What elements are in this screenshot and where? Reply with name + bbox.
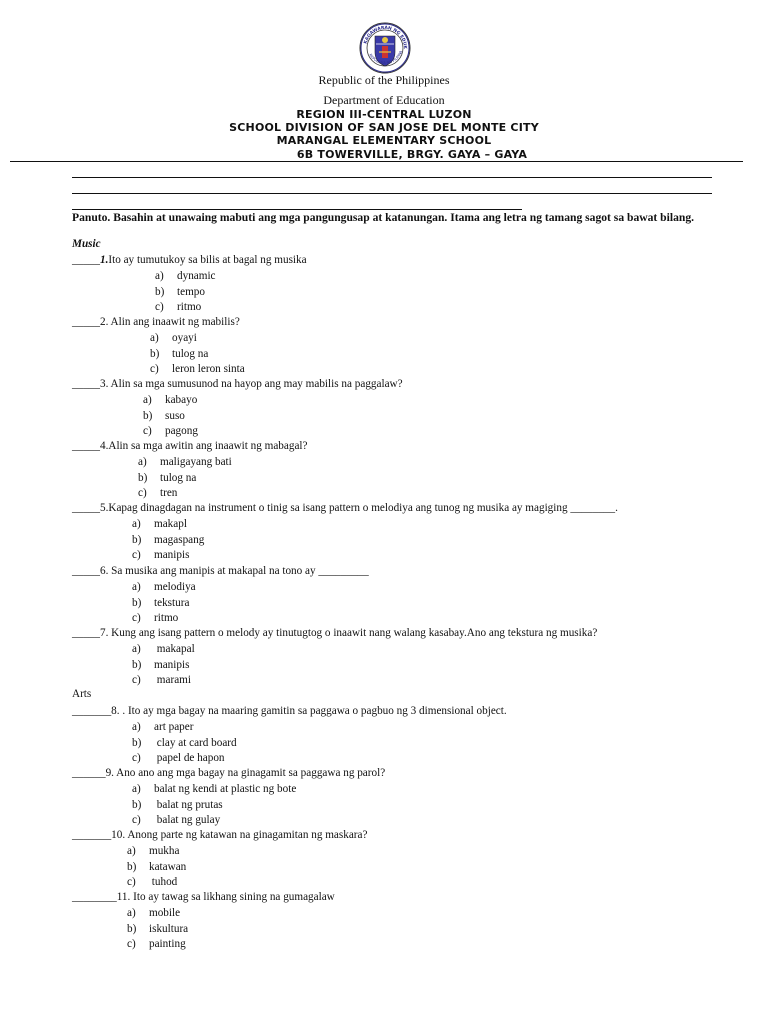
option-letter: a) [138,456,147,468]
question-number: 9. [105,767,114,779]
deped-seal-logo [359,22,411,74]
option-c [132,674,191,686]
option-text: art paper [154,721,194,733]
option-letter: c) [132,549,141,562]
question-10 [72,829,367,841]
republic-line: Republic of the Philippines [318,73,450,87]
option-c [143,425,198,437]
question-text: Sa musika ang manipis at makapal na tono ay _________ [108,565,369,577]
section-music: Music [72,238,101,250]
option-letter: a) [132,581,141,593]
question-text: . Ito ay mga bagay na maaring gamitin sa paggawa o pagbuo ng 3 dimensional object. [119,705,507,717]
option-b [132,534,204,546]
option-text: ritmo [154,612,179,625]
option-letter: c) [132,814,141,827]
option-text: manipis [154,549,190,562]
option-text: leron leron sinta [172,363,245,376]
option-c [150,363,245,375]
option-a [155,270,216,282]
option-letter: b) [132,533,142,546]
option-letter: b) [132,736,142,749]
question-text: Alin sa mga awitin ang inaawit ng mabagal? [108,440,308,452]
option-a [132,783,296,795]
option-a [132,581,196,593]
question-1 [72,254,307,266]
seal-text-bottom: REPUBLIKA NG PILIPINA [368,49,404,66]
option-b [132,799,223,811]
option-text: mukha [149,845,180,857]
question-number: 7. [99,627,109,639]
option-c [127,938,186,950]
option-letter: c) [132,612,141,625]
department-line: Department of Education [323,93,445,107]
option-b [155,286,205,298]
answer-blank[interactable]: _____ [72,440,100,452]
option-text: kabayo [165,394,198,406]
name-line [72,177,712,178]
option-letter: a) [132,643,141,655]
option-letter: b) [132,596,142,609]
question-number: 6. [99,565,109,577]
option-letter: c) [138,487,147,500]
option-text: tren [160,487,178,500]
option-letter: c) [127,876,136,889]
option-letter: b) [155,285,165,298]
option-letter: b) [132,798,142,811]
option-letter: c) [143,425,152,438]
school-line: MARANGAL ELEMENTARY SCHOOL [276,134,492,147]
option-text: tulog na [172,347,209,360]
question-text: Ito ay tawag sa likhang sining na gumagalaw [130,891,335,903]
question-2 [72,316,240,328]
option-c [138,487,177,499]
question-4 [72,440,308,452]
option-text: clay at card board [154,736,237,749]
option-text: makapl [154,518,187,530]
seal-text-top: KAGAWARAN NG EDUK [363,25,408,49]
option-text: oyayi [172,332,197,344]
question-number: 2. [99,316,109,328]
question-text: Ito ay tumutukoy sa bilis at bagal ng musika [108,254,307,266]
answer-blank[interactable]: _____ [72,627,100,639]
option-a [132,643,195,655]
option-letter: b) [138,471,148,484]
option-c [132,549,189,561]
option-text: suso [165,409,185,422]
option-text: katawan [149,860,187,873]
question-11 [72,891,335,903]
question-number: 5. [99,502,109,514]
question-number: 11. [116,891,131,903]
option-c [127,876,177,888]
answer-blank[interactable]: ______ [72,767,106,779]
option-text: balat ng gulay [154,814,221,827]
option-text: ritmo [177,301,202,314]
option-b [132,737,237,749]
question-9 [72,767,385,779]
option-b [132,659,189,671]
option-c [132,814,220,826]
option-a [132,518,187,530]
option-text: pagong [165,425,198,438]
answer-blank[interactable]: _______ [72,705,112,717]
answer-blank[interactable]: _____ [72,378,100,390]
option-letter: b) [143,409,153,422]
option-letter: a) [155,270,164,282]
question-number: 4. [99,440,109,452]
option-b [138,472,196,484]
option-c [132,752,225,764]
option-letter: a) [127,907,136,919]
option-a [127,845,179,857]
option-b [150,348,208,360]
question-text: Ano ano ang mga bagay na ginagamit sa paggawa ng parol? [113,767,386,779]
option-text: manipis [154,658,190,671]
question-number: 8. [111,705,120,717]
option-letter: c) [132,752,141,765]
instructions: Panuto. Basahin at unawaing mabuti ang mga pangungusap at katanungan. Itama ang letra ng tamang sagot sa bawat bilang. [72,211,695,224]
option-text: tempo [177,285,205,298]
option-letter: a) [127,845,136,857]
option-a [138,456,232,468]
option-letter: c) [150,363,159,376]
answer-blank[interactable]: _____ [72,316,100,328]
question-8 [72,705,507,717]
question-5 [72,502,618,514]
option-text: balat ng prutas [154,798,223,811]
option-text: maligayang bati [160,456,232,468]
header-divider [10,161,743,162]
option-b [127,923,188,935]
question-text: Anong parte ng katawan na ginagamitan ng maskara? [125,829,368,841]
section-line [72,193,712,194]
answer-blank[interactable]: _____ [72,502,100,514]
date-line [72,209,522,210]
option-text: marami [154,674,191,687]
option-b [143,410,185,422]
option-letter: b) [127,860,137,873]
option-a [150,332,197,344]
option-letter: a) [132,721,141,733]
option-text: melodiya [154,581,196,593]
option-a [143,394,197,406]
option-letter: a) [143,394,152,406]
question-3 [72,378,403,390]
answer-blank[interactable]: _____ [72,565,100,577]
question-text: Alin sa mga sumusunod na hayop ang may mabilis na paggalaw? [108,378,403,390]
question-number: 1. [99,254,109,266]
address-line: 6B TOWERVILLE, BRGY. GAYA – GAYA [296,148,528,161]
question-text: Kung ang isang pattern o melody ay tinutugtog o inaawit nang walang kasabay.Ano ang tekstura ng musika? [108,627,598,639]
answer-blank[interactable]: _______ [72,829,112,841]
answer-blank[interactable]: ________ [72,891,117,903]
option-letter: a) [132,518,141,530]
option-c [132,612,178,624]
question-7 [72,627,597,639]
question-text: Alin ang inaawit ng mabilis? [108,316,240,328]
option-letter: a) [132,783,141,795]
option-text: iskultura [149,922,189,935]
answer-blank[interactable]: _____ [72,254,100,266]
question-number: 10. [111,829,126,841]
option-letter: c) [155,301,164,314]
option-text: tulog na [160,471,197,484]
option-b [132,597,189,609]
option-letter: a) [150,332,159,344]
question-number: 3. [99,378,109,390]
option-text: dynamic [177,270,216,282]
option-letter: c) [127,938,136,951]
option-letter: b) [132,658,142,671]
option-text: balat ng kendi at plastic ng bote [154,783,297,795]
option-letter: c) [132,674,141,687]
option-b [127,861,186,873]
option-c [155,301,201,313]
question-6 [72,565,369,577]
option-text: tuhod [149,876,178,889]
option-text: tekstura [154,596,190,609]
option-a [132,721,193,733]
option-text: papel de hapon [154,752,225,765]
section-arts: Arts [72,688,92,700]
option-text: mobile [149,907,181,919]
option-letter: b) [150,347,160,360]
option-text: magaspang [154,533,205,546]
option-a [127,907,180,919]
option-letter: b) [127,922,137,935]
option-text: makapal [154,643,195,655]
division-line: SCHOOL DIVISION OF SAN JOSE DEL MONTE CITY [229,121,539,134]
option-text: painting [149,938,186,951]
region-line: REGION III-CENTRAL LUZON [296,108,472,121]
question-text: Kapag dinagdagan na instrument o tinig sa isang pattern o melodiya ang tunog ng musika ay magiging ________. [108,502,618,514]
